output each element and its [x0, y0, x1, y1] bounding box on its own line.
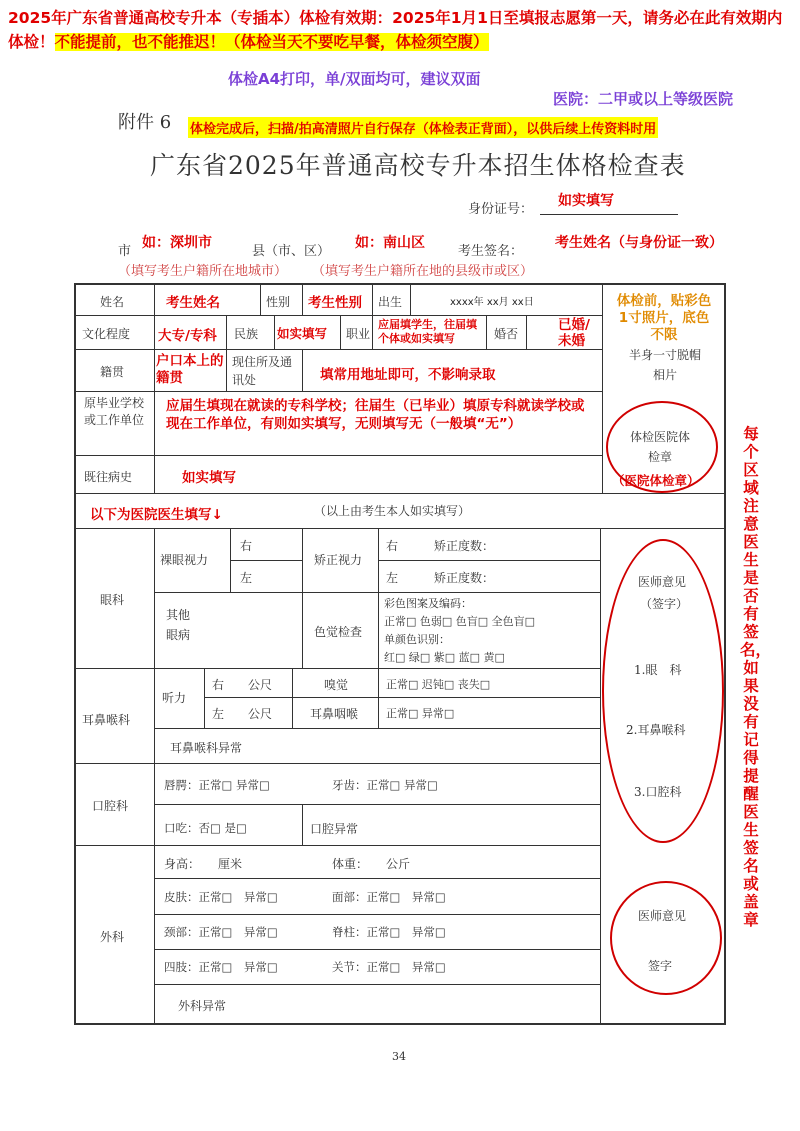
color-pattern: 彩色图案及编码：	[384, 597, 472, 610]
name-value: 考生姓名	[166, 295, 220, 311]
surgery-sign-label: 签字	[648, 959, 673, 973]
address-value: 填常用地址即可，不影响录取	[320, 367, 496, 383]
page-title: 广东省2025年普通高校专升本招生体格检查表	[150, 151, 686, 180]
color-check-label: 色觉检查	[314, 625, 363, 639]
teeth-row: 牙齿：正常□ 异常□	[332, 778, 438, 792]
print-note: 体检A4打印，单/双面均可，建议双面	[228, 70, 481, 88]
page-number: 34	[392, 1050, 406, 1063]
exam-form	[74, 283, 726, 1025]
surgery-label: 外科	[100, 930, 125, 944]
self-fill-note: （以上由考生本人如实填写）	[314, 504, 471, 518]
county-value: 如：南山区	[355, 235, 425, 251]
ethnic-label: 民族	[234, 327, 259, 341]
side-reminder-note: 每个区域注意医生是否有签名，如果没有记得提醒医生签名或盖章	[740, 425, 772, 929]
county-hint: （填写考生户籍所在地的县级市或区）	[312, 264, 534, 279]
stutter-row: 口吃：否□ 是□	[164, 821, 247, 835]
lips-row: 唇腭：正常□ 异常□	[164, 778, 270, 792]
hospital-stamp-label: 体检医院体检章	[630, 430, 691, 464]
joints-row: 关节：正常□ 异常□	[332, 960, 446, 974]
highlight-text: 不能提前，也不能推迟！（体检当天不要吃早餐，体检须空腹）	[54, 33, 489, 51]
naked-right: 右	[240, 539, 253, 553]
job-value: 应届填学生，往届填个体或如实填写	[378, 318, 477, 345]
gender-value: 考生性别	[308, 295, 362, 311]
scan-note: 体检完成后，扫描/拍高清照片自行保存（体检表正背面），以供后续上传资料时用	[188, 117, 658, 138]
history-label: 既往病史	[84, 470, 133, 484]
county-label: 县（市、区）	[252, 244, 331, 259]
smell-options: 正常□ 迟钝□ 丧失□	[386, 678, 491, 691]
address-label: 现住所及通讯处	[232, 355, 293, 387]
opinion-dental: 3.口腔科	[634, 785, 682, 799]
hospital-note: 医院：二甲或以上等级医院	[553, 90, 734, 108]
throat-label: 耳鼻咽喉	[310, 707, 359, 721]
school-label: 原毕业学校或工作单位	[84, 396, 145, 427]
face-row: 面部：正常□ 异常□	[332, 890, 446, 904]
photo-note: 体检前，贴彩色1寸照片，底色不限	[616, 293, 712, 343]
eye-label: 眼科	[100, 593, 125, 607]
doctor-opinion-label: 医师意见	[638, 575, 687, 589]
neck-row: 颈部：正常□ 异常□	[164, 925, 278, 939]
gender-label: 性别	[266, 295, 291, 309]
dental-label: 口腔科	[92, 799, 129, 813]
spine-row: 脊柱：正常□ 异常□	[332, 925, 446, 939]
sign-label: 考生签名：	[458, 244, 524, 259]
mono-color: 单颜色识别：	[384, 633, 450, 646]
naked-vision-label: 裸眼视力	[160, 553, 209, 567]
validity-banner: 2025年广东省普通高校专升本（专插本）体检有效期：2025年1月1日至填报志愿第一天，请务必在此有效期内体检！不能提前，也不能推迟！（体检当天不要吃早餐，体检须空腹）	[8, 9, 783, 51]
height-row: 身高： 厘米	[164, 857, 243, 871]
hearing-left: 左 公尺	[212, 707, 273, 721]
doctor-fill-note: 以下为医院医生填写↓	[90, 507, 223, 523]
weight-row: 体重： 公斤	[332, 857, 411, 871]
hearing-right: 右 公尺	[212, 678, 273, 692]
corrected-vision-label: 矫正视力	[314, 553, 363, 567]
doctor-sign-label: （签字）	[640, 597, 689, 611]
marital-value: 已婚/未婚	[558, 317, 590, 349]
edu-value: 大专/专科	[158, 328, 217, 344]
sign-value: 考生姓名（与身份证一致）	[555, 235, 723, 251]
ethnic-value: 如实填写	[277, 326, 328, 341]
mono-options: 红□ 绿□ 紫□ 蓝□ 黄□	[384, 651, 505, 664]
hearing-label: 听力	[162, 691, 187, 705]
ent-label: 耳鼻喉科	[82, 713, 131, 727]
ent-abnormal-label: 耳鼻喉科异常	[170, 741, 243, 755]
other-eye-label: 其他眼病	[166, 608, 191, 642]
opinion-ent: 2.耳鼻喉科	[626, 723, 686, 737]
city-value: 如：深圳市	[142, 235, 212, 251]
surgery-abnormal-label: 外科异常	[178, 999, 227, 1013]
birth-value: xxxx年 xx月 xx日	[450, 297, 534, 308]
surgery-opinion-label: 医师意见	[638, 909, 687, 923]
origin-value: 户口本上的籍贯	[156, 353, 224, 386]
corrected-left: 左 矫正度数：	[386, 571, 495, 585]
city-hint: （填写考生户籍所在地城市）	[118, 264, 288, 279]
opinion-eye: 1.眼 科	[634, 663, 682, 677]
name-label: 姓名	[100, 295, 125, 309]
photo-label: 半身一寸脱帽相片	[628, 348, 701, 382]
hospital-stamp-note: （医院体检章）	[612, 473, 700, 488]
origin-label: 籍贯	[100, 365, 125, 379]
corrected-right: 右 矫正度数：	[386, 539, 495, 553]
school-value: 应届生填现在就读的专科学校；往届生（已毕业）填原专科就读学校或现在工作单位，有则如实填写，无则填写无（一般填“无”）	[166, 398, 585, 432]
smell-label: 嗅觉	[324, 678, 349, 692]
attachment-label: 附件 6	[118, 112, 172, 133]
job-label: 职业	[346, 327, 371, 341]
skin-row: 皮肤：正常□ 异常□	[164, 890, 278, 904]
color-options: 正常□ 色弱□ 色盲□ 全色盲□	[384, 615, 536, 628]
history-value: 如实填写	[182, 470, 236, 486]
city-label: 市	[118, 244, 132, 259]
naked-left: 左	[240, 571, 253, 585]
mouth-abnormal-label: 口腔异常	[310, 822, 359, 836]
edu-label: 文化程度	[82, 327, 131, 341]
limbs-row: 四肢：正常□ 异常□	[164, 960, 278, 974]
birth-label: 出生	[378, 295, 403, 309]
surgery-opinion-oval	[610, 881, 722, 995]
id-label: 身份证号：	[468, 202, 534, 217]
throat-options: 正常□ 异常□	[386, 707, 455, 720]
marital-label: 婚否	[494, 327, 519, 341]
id-value: 如实填写	[558, 193, 614, 209]
